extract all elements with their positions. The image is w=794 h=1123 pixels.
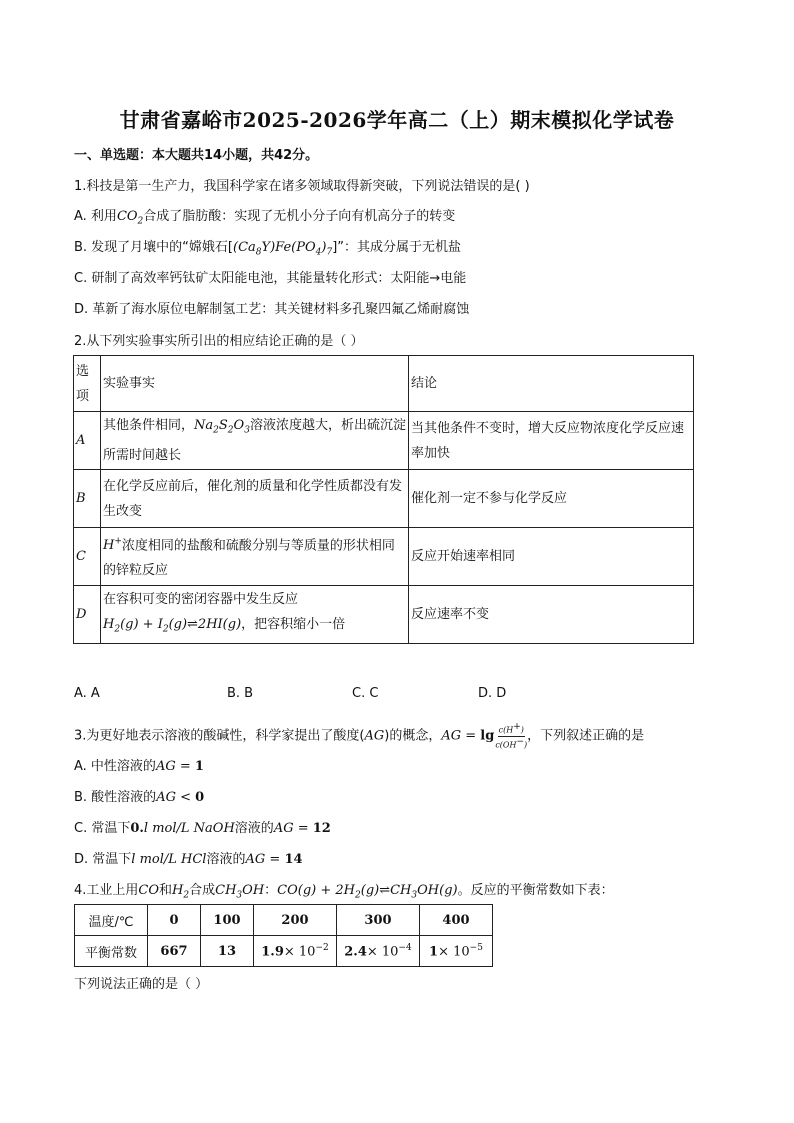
q2-row-d-fact bbox=[101, 586, 409, 644]
q2-row-a-fact-pre: 其他条件相同， bbox=[103, 417, 195, 433]
q2-row-a-option: A bbox=[74, 412, 101, 470]
q2-row-c-conclusion: 反应开始速率相同 bbox=[409, 528, 694, 586]
q3-stem-post: ，下列叙述正确的是 bbox=[527, 728, 645, 744]
q4-stem-colon: ： bbox=[264, 883, 278, 898]
q4-k-300: $2.4\times 10^{-4}$ bbox=[337, 936, 420, 967]
q2-choice-a: A. A bbox=[74, 686, 100, 701]
q4-stem: 4.工业上用CO和$H_2$合成$CH_3OH$：$CO(g) + 2H_2(g)\rightleftharpoons CH_3OH(g)$。反应的平衡常数如下表： bbox=[74, 883, 614, 901]
q3-option-b: B. 酸性溶液的AG < 0 bbox=[74, 790, 205, 805]
q3-stem-mid: )的概念， bbox=[384, 728, 442, 744]
table-row bbox=[74, 586, 694, 644]
page-title: 甘肃省嘉峪市2025-2026学年高二（上）期末模拟化学试卷 bbox=[119, 108, 675, 132]
q2-row-c-formula: H+ bbox=[103, 536, 122, 554]
q4-row-label: 平衡常数 bbox=[75, 936, 148, 967]
q1-option-b bbox=[74, 239, 461, 262]
q2-row-a-formula: $Na_2S_2O_3$ bbox=[194, 417, 250, 436]
q2-row-a-fact-post: 溶液浓度越大，析出硫沉淀所需时间越长 bbox=[103, 417, 406, 464]
q1-a-suffix: 合成了脂肪酸：实现了无机小分子向有机高分子的转变 bbox=[143, 209, 456, 224]
q2-row-a-fact bbox=[101, 412, 409, 470]
q3-ag-formula: AG bbox=[441, 728, 462, 744]
q4-tail: 下列说法正确的是（ ） bbox=[74, 977, 209, 992]
q3-b-text: B. 酸性溶液的 bbox=[74, 790, 157, 805]
q2-row-b-option: B bbox=[74, 470, 101, 528]
q3-stem-pre: 3.为更好地表示溶液的酸碱性，科学家提出了酸度( bbox=[74, 728, 365, 744]
q2-row-b-conclusion: 催化剂一定不参与化学反应 bbox=[409, 470, 694, 528]
q3-option-c: C. 常温下0.l mol/L NaOH溶液的AG = 12 bbox=[74, 821, 331, 836]
q2-row-d-fact-post: ，把容积缩小一倍 bbox=[241, 616, 346, 632]
q4-stem-pre: 4.工业上用 bbox=[74, 883, 139, 898]
q2-row-d-fact-pre: 在容积可变的密闭容器中发生反应 bbox=[103, 591, 299, 607]
q4-k-0: 667 bbox=[148, 936, 201, 967]
q2-table-header bbox=[74, 356, 694, 412]
q2-choice-b: B. B bbox=[227, 686, 254, 701]
q3-option-d: D. 常温下l mol/L HCl溶液的AG = 14 bbox=[74, 852, 303, 867]
q2-row-a-conclusion: 当其他条件不变时，增大反应物浓度化学反应速率加快 bbox=[409, 412, 694, 470]
q4-head-300: 300 bbox=[337, 905, 420, 936]
q2-row-d-conclusion: 反应速率不变 bbox=[409, 586, 694, 644]
q4-stem-mid: 合成 bbox=[189, 883, 216, 898]
q4-table bbox=[74, 904, 493, 967]
table-row bbox=[74, 528, 694, 586]
q4-head-400: 400 bbox=[420, 905, 493, 936]
q4-k-400: $1\times 10^{-5}$ bbox=[420, 936, 493, 967]
q1-b-formula: $(Ca_8Y)Fe(PO_4)_7$ bbox=[233, 240, 333, 258]
table-row bbox=[74, 470, 694, 528]
q3-d-text: D. 常温下 bbox=[74, 852, 132, 867]
q2-row-c-option: C bbox=[74, 528, 101, 586]
table-row bbox=[75, 936, 493, 967]
q2-row-d-formula: $H_2(g)$ + $I_2(g)\rightleftharpoons 2HI(g)$ bbox=[103, 616, 242, 635]
q2-row-b-fact: 在化学反应前后，催化剂的质量和化学性质都没有发生改变 bbox=[101, 470, 409, 528]
q2-row-c-fact bbox=[101, 528, 409, 586]
section-heading: 一、单选题：本大题共14小题，共42分。 bbox=[74, 148, 319, 163]
q2-header-fact: 实验事实 bbox=[101, 356, 409, 412]
q1-stem: 1.科技是第一生产力，我国科学家在诸多领域取得新突破，下列说法错误的是( ) bbox=[74, 179, 530, 194]
q3-c-text: C. 常温下 bbox=[74, 821, 131, 836]
q3-option-a: A. 中性溶液的AG = 1 bbox=[74, 759, 204, 774]
q4-stem-and: 和 bbox=[159, 883, 173, 898]
q1-a-formula: $CO_2$ bbox=[116, 209, 144, 227]
q3-c-text2: 溶液的 bbox=[234, 821, 274, 836]
q2-choice-d: D. D bbox=[478, 686, 507, 701]
q2-table bbox=[73, 355, 694, 644]
q4-stem-post: 。反应的平衡常数如下表： bbox=[457, 883, 614, 898]
q1-b-suffix: ]”：其成分属于无机盐 bbox=[332, 240, 462, 255]
q2-row-d-option: D bbox=[74, 586, 101, 644]
q2-header-option: 选项 bbox=[74, 356, 101, 412]
q2-choice-c: C. C bbox=[352, 686, 379, 701]
table-row bbox=[74, 412, 694, 470]
q4-head-0: 0 bbox=[148, 905, 201, 936]
q4-head-temp: 温度/℃ bbox=[75, 905, 148, 936]
q4-head-100: 100 bbox=[201, 905, 254, 936]
q4-k-100: 13 bbox=[201, 936, 254, 967]
q1-a-prefix: A. 利用 bbox=[74, 209, 117, 224]
q3-a-text: A. 中性溶液的 bbox=[74, 759, 156, 774]
q1-option-a bbox=[74, 208, 455, 231]
q3-stem: 3.为更好地表示溶液的酸碱性，科学家提出了酸度(AG)的概念，AG = lg $\frac{c(H^+)}{c(OH^-)}$ ，下列叙述正确的是 bbox=[74, 722, 645, 750]
q1-option-c: C. 研制了高效率钙钛矿太阳能电池，其能量转化形式：太阳能→电能 bbox=[74, 271, 467, 286]
q3-d-text2: 溶液的 bbox=[206, 852, 246, 867]
q3-ag: AG bbox=[364, 728, 385, 744]
q1-option-d: D. 革新了海水原位电解制氢工艺：其关键材料多孔聚四氟乙烯耐腐蚀 bbox=[74, 302, 470, 317]
q4-k-200: $1.9\times 10^{-2}$ bbox=[254, 936, 337, 967]
q3-fraction: $\frac{c(H^+)}{c(OH^-)}$ bbox=[495, 722, 528, 750]
q2-header-conclusion: 结论 bbox=[409, 356, 694, 412]
q4-table-header bbox=[75, 905, 493, 936]
q1-b-prefix: B. 发现了月壤中的“嫦娥石[ bbox=[74, 240, 233, 255]
q2-stem: 2.从下列实验事实所引出的相应结论正确的是（ ） bbox=[74, 334, 364, 349]
q4-head-200: 200 bbox=[254, 905, 337, 936]
q2-row-c-fact-post: 浓度相同的盐酸和硫酸分别与等质量的形状相同的锌粒反应 bbox=[103, 538, 395, 579]
